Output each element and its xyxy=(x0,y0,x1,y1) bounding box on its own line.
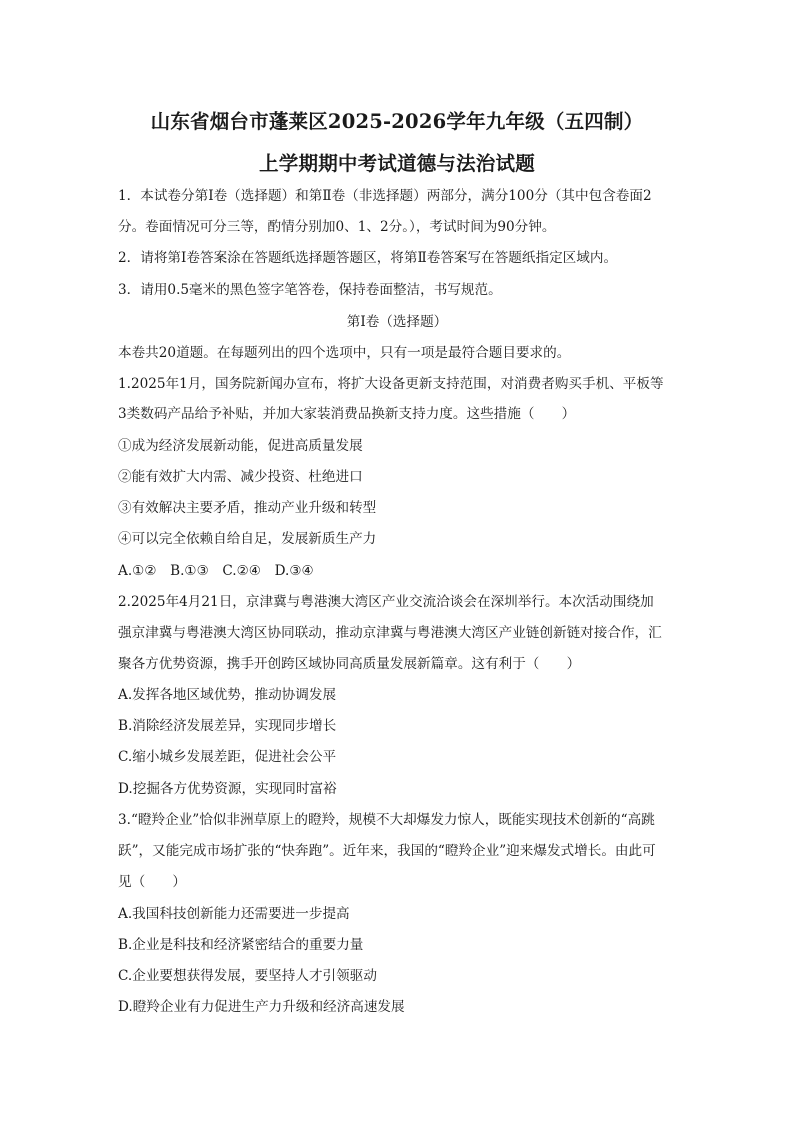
q3-stem-line3: 见（ ） xyxy=(118,874,186,890)
q2-option-d: D.挖掘各方优势资源，实现同时富裕 xyxy=(118,781,337,797)
q1-statement-1: ①成为经济发展新动能，促进高质量发展 xyxy=(118,438,363,454)
q2-option-c: C.缩小城乡发展差距，促进社会公平 xyxy=(118,749,337,765)
q3-option-b: B.企业是科技和经济紧密结合的重要力量 xyxy=(118,937,364,953)
q3-option-c: C.企业要想获得发展，要坚持人才引领驱动 xyxy=(118,968,377,984)
section-intro: 本卷共20道题。在每题列出的四个选项中，只有一项是最符合题目要求的。 xyxy=(118,345,571,361)
instruction-1-line2: 分。卷面情况可分三等，酌情分别加0、1、2分。），考试时间为90分钟。 xyxy=(118,219,556,235)
q1-stem-line2: 3类数码产品给予补贴，并加大家装消费品换新支持力度。这些措施（ ） xyxy=(118,406,576,422)
q3-option-d: D.瞪羚企业有力促进生产力升级和经济高速发展 xyxy=(118,999,405,1015)
q1-stem-line1: 1.2025年1月，国务院新闻办宣布，将扩大设备更新支持范围，对消费者购买手机、平板等 xyxy=(118,376,664,392)
q2-option-b: B.消除经济发展差异，实现同步增长 xyxy=(118,718,337,734)
q1-choices: A.①② B.①③ C.②④ D.③④ xyxy=(118,563,314,579)
instruction-3: 3．请用0.5毫米的黑色签字笔答卷，保持卷面整洁，书写规范。 xyxy=(118,282,502,298)
q2-stem-line1: 2.2025年4月21日，京津冀与粤港澳大湾区产业交流洽谈会在深圳举行。本次活动围绕加 xyxy=(118,594,654,610)
q2-stem-line3: 聚各方优势资源，携手开创跨区域协同高质量发展新篇章。这有利于（ ） xyxy=(118,656,581,672)
exam-title-line1: 山东省烟台市蓬莱区2025-2026学年九年级（五四制） xyxy=(150,110,644,133)
instruction-1-line1: 1．本试卷分第Ⅰ卷（选择题）和第Ⅱ卷（非选择题）两部分，满分100分（其中包含卷面2 xyxy=(118,188,652,204)
instruction-2: 2．请将第Ⅰ卷答案涂在答题纸选择题答题区，将第Ⅱ卷答案写在答题纸指定区域内。 xyxy=(118,250,618,266)
q3-option-a: A.我国科技创新能力还需要进一步提高 xyxy=(118,906,350,922)
q1-statement-2: ②能有效扩大内需、减少投资、杜绝进口 xyxy=(118,469,363,485)
q2-stem-line2: 强京津冀与粤港澳大湾区协同联动，推动京津冀与粤港澳大湾区产业链创新链对接合作，汇 xyxy=(118,625,662,641)
q2-option-a: A.发挥各地区域优势，推动协调发展 xyxy=(118,687,337,703)
exam-title-line2: 上学期期中考试道德与法治试题 xyxy=(259,152,535,175)
q3-stem-line2: 跃”，又能完成市场扩张的“快奔跑”。近年来，我国的“瞪羚企业”迎来爆发式增长。由此可 xyxy=(118,843,656,859)
q1-statement-4: ④可以完全依赖自给自足，发展新质生产力 xyxy=(118,531,377,547)
q1-statement-3: ③有效解决主要矛盾，推动产业升级和转型 xyxy=(118,500,377,516)
q3-stem-line1: 3.“瞪羚企业”恰似非洲草原上的瞪羚，规模不大却爆发力惊人，既能实现技术创新的“高跳 xyxy=(118,812,655,828)
section-heading: 第Ⅰ卷（选择题） xyxy=(346,314,448,330)
